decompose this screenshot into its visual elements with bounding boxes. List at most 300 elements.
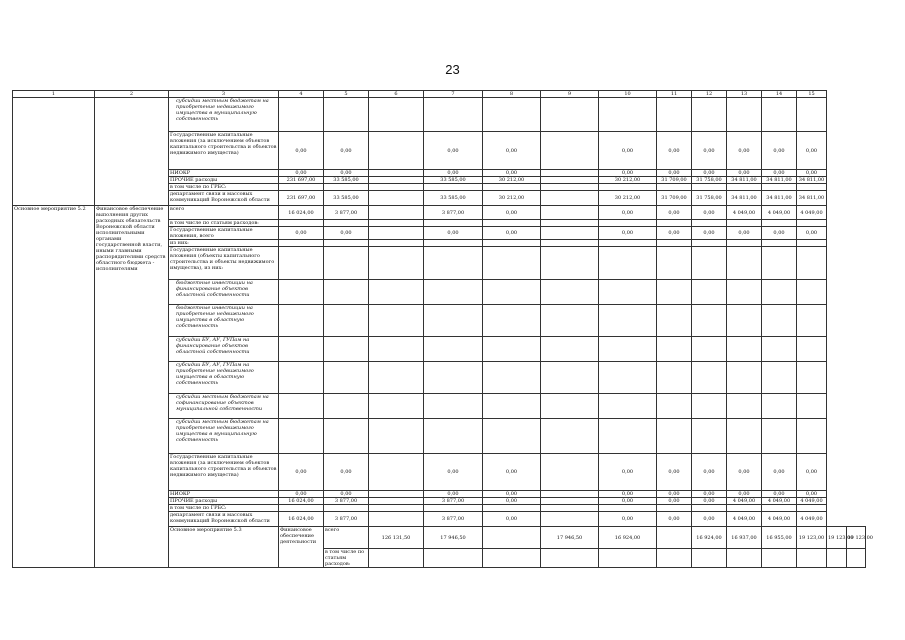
column-number-15: 15 xyxy=(797,91,827,98)
value-cell-col-10 xyxy=(599,337,657,362)
value-cell-col-15: 0,00 xyxy=(797,170,827,177)
value-cell-col-12: 0,00 xyxy=(692,512,727,527)
value-cell-col-8 xyxy=(483,220,541,227)
value-cell-col-14 xyxy=(762,362,797,394)
column-number-14: 14 xyxy=(762,91,797,98)
value-cell-col-11: 0,00 xyxy=(657,491,692,498)
column-number-12: 12 xyxy=(692,91,727,98)
value-cell-col-15 xyxy=(797,280,827,305)
value-cell-col-14 xyxy=(762,305,797,337)
value-cell-col-8: 0,00 xyxy=(483,512,541,527)
value-cell-col-14: 0,00 xyxy=(762,454,797,491)
value-cell-col-7 xyxy=(424,240,483,247)
value-cell-col-14 xyxy=(762,337,797,362)
value-cell-col-14 xyxy=(762,184,797,191)
column-number-header-row xyxy=(13,91,866,98)
value-cell-col-13 xyxy=(727,247,762,280)
value-cell-col-9 xyxy=(541,132,599,170)
value-cell-col-15 xyxy=(797,240,827,247)
value-cell-col-4 xyxy=(279,247,324,280)
value-cell-col-8: 0,00 xyxy=(483,206,541,220)
value-cell-col-10 xyxy=(599,280,657,305)
value-cell-col-13 xyxy=(727,184,762,191)
value-cell-col-13: 34 811,00 xyxy=(727,191,762,206)
value-cell-col-7 xyxy=(424,505,483,512)
measure-name-cell: Основное мероприятие 5.2 xyxy=(13,206,95,568)
value-cell-col-9 xyxy=(541,184,599,191)
value-cell-col-15 xyxy=(797,337,827,362)
value-cell-col-15: 0,00 xyxy=(797,454,827,491)
value-cell-col-10 xyxy=(599,305,657,337)
value-cell-col-9 xyxy=(541,512,599,527)
value-cell-col-13: 19 123,00 xyxy=(797,527,827,549)
budget-table-container xyxy=(12,90,873,568)
value-cell-col-4: 16 024,00 xyxy=(279,206,324,220)
value-cell-col-8 xyxy=(483,98,541,132)
column-number-4: 4 xyxy=(279,91,324,98)
value-cell-col-9 xyxy=(541,98,599,132)
expense-item-label: субсидии местным бюджетам на софинансирование объектов муниципальной собственности xyxy=(169,394,279,419)
value-cell-col-7 xyxy=(424,337,483,362)
value-cell-col-12: 0,00 xyxy=(692,498,727,505)
value-cell-col-15: 34 811,00 xyxy=(797,191,827,206)
value-cell-col-12 xyxy=(692,98,727,132)
measure-name-cell: Основное мероприятие 5.3 xyxy=(169,527,279,568)
value-cell-col-13 xyxy=(727,394,762,419)
value-cell-col-14 xyxy=(762,394,797,419)
value-cell-col-13: 0,00 xyxy=(727,454,762,491)
expense-item-label: бюджетные инвестиции на приобретение недвижимого имущества в областную собственность xyxy=(169,305,279,337)
column-number-3: 3 xyxy=(169,91,279,98)
value-cell-col-8: 30 212,00 xyxy=(483,191,541,206)
value-cell-col-5: 3 877,00 xyxy=(324,512,369,527)
value-cell-col-12 xyxy=(692,280,727,305)
value-cell-col-4 xyxy=(279,240,324,247)
expense-item-label: в том числе по статьям расходов: xyxy=(169,220,279,227)
value-cell-col-9 xyxy=(657,549,692,568)
expense-item-label: субсидии местным бюджетам на приобретение недвижимого имущества в муниципальную собственность xyxy=(169,419,279,454)
value-cell-col-10: 0,00 xyxy=(599,206,657,220)
value-cell-col-14: 0,00 xyxy=(762,170,797,177)
value-cell-col-13: 0,00 xyxy=(727,491,762,498)
value-cell-col-8: 0,00 xyxy=(483,454,541,491)
value-cell-col-12: 0,00 xyxy=(692,206,727,220)
value-cell-col-13 xyxy=(727,98,762,132)
page-number: 23 xyxy=(445,62,460,77)
value-cell-col-15: 34 811,00 xyxy=(797,177,827,184)
value-cell-col-5: 3 877,00 xyxy=(324,498,369,505)
value-cell-col-9 xyxy=(541,280,599,305)
value-cell-col-8 xyxy=(483,305,541,337)
value-cell-col-12: 0,00 xyxy=(692,491,727,498)
budget-table xyxy=(12,90,873,568)
value-cell-col-4 xyxy=(279,337,324,362)
value-cell-col-4: 16 024,00 xyxy=(279,498,324,505)
value-cell-col-13 xyxy=(727,505,762,512)
value-cell-col-7 xyxy=(424,98,483,132)
value-cell-col-10: 16 924,00 xyxy=(692,527,727,549)
value-cell-col-14: 4 049,00 xyxy=(762,206,797,220)
value-cell-col-4: 231 697,00 xyxy=(279,177,324,184)
value-cell-col-8: 0,00 xyxy=(483,170,541,177)
value-cell-col-14 xyxy=(762,280,797,305)
value-cell-col-7: 17 946,50 xyxy=(541,527,599,549)
value-cell-col-12 xyxy=(692,505,727,512)
value-cell-col-10 xyxy=(692,549,727,568)
value-cell-col-11 xyxy=(657,337,692,362)
value-cell-col-6 xyxy=(369,362,424,394)
value-cell-col-12: 0,00 xyxy=(692,132,727,170)
value-cell-col-12 xyxy=(692,394,727,419)
value-cell-col-8 xyxy=(483,240,541,247)
value-cell-col-13 xyxy=(727,305,762,337)
value-cell-col-7 xyxy=(424,220,483,227)
value-cell-col-11 xyxy=(657,220,692,227)
value-cell-col-9 xyxy=(541,394,599,419)
value-cell-col-13 xyxy=(727,280,762,305)
value-cell-col-10 xyxy=(599,247,657,280)
value-cell-col-11 xyxy=(657,98,692,132)
value-cell-col-5: 33 585,00 xyxy=(324,191,369,206)
value-cell-col-12: 0,00 xyxy=(692,227,727,240)
value-cell-col-14 xyxy=(762,419,797,454)
value-cell-col-4 xyxy=(279,394,324,419)
value-cell-col-11 xyxy=(657,505,692,512)
value-cell-col-7 xyxy=(424,305,483,337)
value-cell-col-10 xyxy=(599,184,657,191)
value-cell-col-6 xyxy=(369,505,424,512)
value-cell-col-11 xyxy=(657,362,692,394)
expense-item-label: в том числе по статьям расходов: xyxy=(324,549,369,568)
value-cell-col-9 xyxy=(541,177,599,184)
value-cell-col-10: 0,00 xyxy=(599,227,657,240)
value-cell-col-12 xyxy=(692,305,727,337)
value-cell-col-10: 0,00 xyxy=(599,132,657,170)
value-cell-col-11 xyxy=(657,394,692,419)
expense-item-label: в том числе по ГРБС: xyxy=(169,505,279,512)
value-cell-col-6 xyxy=(369,498,424,505)
expense-item-label: бюджетные инвестиции на финансирование объектов областной собственности xyxy=(169,280,279,305)
value-cell-col-13 xyxy=(727,240,762,247)
column-number-10: 10 xyxy=(599,91,657,98)
value-cell-col-6 xyxy=(369,184,424,191)
column-number-11: 11 xyxy=(657,91,692,98)
value-cell-col-6 xyxy=(369,454,424,491)
value-cell-col-11: 31 709,00 xyxy=(657,177,692,184)
value-cell-col-15 xyxy=(797,362,827,394)
value-cell-col-15: 4 049,00 xyxy=(797,206,827,220)
value-cell-col-7 xyxy=(424,419,483,454)
value-cell-col-4 xyxy=(279,419,324,454)
value-cell-col-4 xyxy=(369,549,424,568)
value-cell-col-5: 0,00 xyxy=(324,170,369,177)
value-cell-col-13: 4 049,00 xyxy=(727,498,762,505)
value-cell-col-5: 0,00 xyxy=(324,132,369,170)
value-cell-col-14: 0,00 xyxy=(762,132,797,170)
value-cell-col-5 xyxy=(324,280,369,305)
value-cell-col-12: 0,00 xyxy=(692,170,727,177)
value-cell-col-15 xyxy=(797,305,827,337)
value-cell-col-8: 0,00 xyxy=(483,498,541,505)
value-cell-col-11: 16 937,00 xyxy=(727,527,762,549)
value-cell-col-6 xyxy=(369,132,424,170)
expense-item-label: из них: xyxy=(169,240,279,247)
value-cell-col-5 xyxy=(324,305,369,337)
value-cell-col-8: 0,00 xyxy=(483,132,541,170)
value-cell-col-14: 4 049,00 xyxy=(762,498,797,505)
expense-item-label: всего xyxy=(324,527,369,549)
value-cell-col-8 xyxy=(483,362,541,394)
value-cell-col-10: 30 212,00 xyxy=(599,177,657,184)
value-cell-col-15: 0,00 xyxy=(797,132,827,170)
value-cell-col-5: 3 877,00 xyxy=(324,206,369,220)
value-cell-col-6 xyxy=(483,549,541,568)
value-cell-col-7 xyxy=(424,362,483,394)
value-cell-col-13 xyxy=(727,337,762,362)
value-cell-col-11: 0,00 xyxy=(657,512,692,527)
value-cell-col-10 xyxy=(599,362,657,394)
value-cell-col-6 xyxy=(369,512,424,527)
value-cell-col-14 xyxy=(762,505,797,512)
value-cell-col-12 xyxy=(692,247,727,280)
value-cell-col-7: 0,00 xyxy=(424,227,483,240)
value-cell-col-10: 0,00 xyxy=(599,512,657,527)
value-cell-col-13: 0,00 xyxy=(727,132,762,170)
value-cell-col-7: 3 877,00 xyxy=(424,206,483,220)
value-cell-col-8: 0,00 xyxy=(483,491,541,498)
column-number-5: 5 xyxy=(324,91,369,98)
value-cell-col-8 xyxy=(483,419,541,454)
value-cell-col-9 xyxy=(541,362,599,394)
value-cell-col-6 xyxy=(369,491,424,498)
value-cell-col-9 xyxy=(541,240,599,247)
expense-item-label: Государственные капитальные вложения (за исключением объектов капитального строительства и объектов недвижимого имущества) xyxy=(169,454,279,491)
value-cell-col-11 xyxy=(657,240,692,247)
value-cell-col-7: 3 877,00 xyxy=(424,512,483,527)
value-cell-col-4 xyxy=(279,98,324,132)
value-cell-col-4: 231 697,00 xyxy=(279,191,324,206)
value-cell-col-13 xyxy=(727,419,762,454)
expense-item-label: ПРОЧИЕ расходы xyxy=(169,498,279,505)
value-cell-col-15 xyxy=(797,505,827,512)
value-cell-col-13: 0,00 xyxy=(727,170,762,177)
value-cell-col-14: 4 049,00 xyxy=(762,512,797,527)
value-cell-col-7: 0,00 xyxy=(424,170,483,177)
value-cell-col-15: 4 049,00 xyxy=(797,498,827,505)
value-cell-col-12 xyxy=(762,549,797,568)
value-cell-col-14 xyxy=(762,98,797,132)
value-cell-col-9 xyxy=(541,419,599,454)
value-cell-col-14 xyxy=(762,220,797,227)
value-cell-col-15: 0,00 xyxy=(797,491,827,498)
value-cell-col-10 xyxy=(599,220,657,227)
value-cell-col-10: 0,00 xyxy=(599,454,657,491)
expense-item-label: Государственные капитальные вложения, всего xyxy=(169,227,279,240)
value-cell-col-4: 0,00 xyxy=(279,227,324,240)
value-cell-col-14: 0,00 xyxy=(762,227,797,240)
value-cell-col-11 xyxy=(657,305,692,337)
value-cell-col-7 xyxy=(424,247,483,280)
value-cell-col-8 xyxy=(483,247,541,280)
value-cell-col-13: 4 049,00 xyxy=(727,512,762,527)
value-cell-col-10 xyxy=(599,394,657,419)
value-cell-col-11: 0,00 xyxy=(657,132,692,170)
column-number-13: 13 xyxy=(727,91,762,98)
value-cell-col-6 xyxy=(483,527,541,549)
column-number-2: 2 xyxy=(95,91,169,98)
column-number-6: 6 xyxy=(369,91,424,98)
value-cell-col-8: 0,00 xyxy=(483,227,541,240)
value-cell-col-14: 0,00 xyxy=(762,491,797,498)
value-cell-col-11: 0,00 xyxy=(657,170,692,177)
measure-description-cell-empty xyxy=(95,98,169,206)
value-cell-col-5 xyxy=(324,247,369,280)
value-cell-col-15 xyxy=(797,98,827,132)
value-cell-col-10 xyxy=(599,240,657,247)
value-cell-col-9 xyxy=(541,305,599,337)
value-cell-col-6 xyxy=(369,191,424,206)
value-cell-col-9 xyxy=(541,454,599,491)
value-cell-col-10 xyxy=(599,505,657,512)
value-cell-col-11 xyxy=(727,549,762,568)
value-cell-col-14 xyxy=(827,549,847,568)
measure-description-cell: Финансовое обеспечение деятельности xyxy=(279,527,324,568)
value-cell-col-5 xyxy=(324,337,369,362)
expense-item-label: всего xyxy=(169,206,279,220)
value-cell-col-14: 34 811,00 xyxy=(762,177,797,184)
value-cell-col-6 xyxy=(369,170,424,177)
value-cell-col-8: 30 212,00 xyxy=(483,177,541,184)
table-row xyxy=(13,206,866,220)
value-cell-col-5 xyxy=(324,394,369,419)
value-cell-col-15: 19 123,00 xyxy=(846,527,866,549)
value-cell-col-6 xyxy=(369,280,424,305)
value-cell-col-15 xyxy=(797,247,827,280)
value-cell-col-12 xyxy=(692,220,727,227)
value-cell-col-8 xyxy=(483,184,541,191)
value-cell-col-12 xyxy=(692,362,727,394)
value-cell-col-6 xyxy=(369,337,424,362)
value-cell-col-5 xyxy=(424,549,483,568)
value-cell-col-11: 0,00 xyxy=(657,454,692,491)
value-cell-col-11: 0,00 xyxy=(657,498,692,505)
value-cell-col-6 xyxy=(369,98,424,132)
value-cell-col-11 xyxy=(657,247,692,280)
value-cell-col-5 xyxy=(324,98,369,132)
value-cell-col-15 xyxy=(797,419,827,454)
value-cell-col-7: 33 585,00 xyxy=(424,191,483,206)
expense-item-label: НИОКР xyxy=(169,170,279,177)
value-cell-col-9 xyxy=(541,191,599,206)
value-cell-col-4: 16 024,00 xyxy=(279,512,324,527)
table-row xyxy=(13,98,866,132)
value-cell-col-11 xyxy=(657,280,692,305)
value-cell-col-14 xyxy=(762,247,797,280)
column-number-8: 8 xyxy=(483,91,541,98)
value-cell-col-4 xyxy=(279,305,324,337)
value-cell-col-8 xyxy=(483,505,541,512)
value-cell-col-4: 0,00 xyxy=(279,491,324,498)
value-cell-col-8: 16 924,00 xyxy=(599,527,657,549)
value-cell-col-6 xyxy=(369,419,424,454)
value-cell-col-7 xyxy=(424,184,483,191)
expense-item-label: НИОКР xyxy=(169,491,279,498)
value-cell-col-14 xyxy=(762,240,797,247)
value-cell-col-10 xyxy=(599,419,657,454)
expense-item-label: департамент связи и массовых коммуникаций Воронежской области xyxy=(169,191,279,206)
value-cell-col-7: 0,00 xyxy=(424,454,483,491)
value-cell-col-6 xyxy=(369,206,424,220)
value-cell-col-8 xyxy=(483,337,541,362)
value-cell-col-9 xyxy=(541,247,599,280)
value-cell-col-6 xyxy=(369,227,424,240)
value-cell-col-9 xyxy=(657,527,692,549)
expense-item-label: Государственные капитальные вложения (объекты капитального строительства и объекты недвижимого имущества), из них: xyxy=(169,247,279,280)
value-cell-col-5 xyxy=(324,220,369,227)
value-cell-col-15: 4 049,00 xyxy=(797,512,827,527)
value-cell-col-4: 0,00 xyxy=(279,454,324,491)
value-cell-col-15 xyxy=(797,220,827,227)
value-cell-col-6 xyxy=(369,220,424,227)
value-cell-col-8 xyxy=(483,394,541,419)
value-cell-col-5 xyxy=(324,505,369,512)
value-cell-col-15 xyxy=(797,184,827,191)
value-cell-col-15: 0,00 xyxy=(797,227,827,240)
expense-item-label: субсидии БУ, АУ, ГУПам на приобретение недвижимого имущества в областную собственность xyxy=(169,362,279,394)
value-cell-col-4: 0,00 xyxy=(279,132,324,170)
value-cell-col-11: 0,00 xyxy=(657,206,692,220)
value-cell-col-10: 0,00 xyxy=(599,498,657,505)
expense-item-label: Государственные капитальные вложения (за исключением объектов капитального строительства и объектов недвижимого имущества) xyxy=(169,132,279,170)
value-cell-col-5 xyxy=(324,240,369,247)
value-cell-col-12: 16 955,00 xyxy=(762,527,797,549)
value-cell-col-9 xyxy=(541,220,599,227)
value-cell-col-12: 31 758,00 xyxy=(692,177,727,184)
value-cell-col-12: 31 758,00 xyxy=(692,191,727,206)
column-number-9: 9 xyxy=(541,91,599,98)
value-cell-col-12: 0,00 xyxy=(692,454,727,491)
expense-item-label: субсидии БУ, АУ, ГУПам на финансирование объектов областной собственности xyxy=(169,337,279,362)
value-cell-col-4 xyxy=(279,220,324,227)
value-cell-col-10: 0,00 xyxy=(599,491,657,498)
value-cell-col-13: 34 811,00 xyxy=(727,177,762,184)
value-cell-col-10: 0,00 xyxy=(599,170,657,177)
value-cell-col-5 xyxy=(324,419,369,454)
value-cell-col-7: 33 585,00 xyxy=(424,177,483,184)
value-cell-col-15 xyxy=(797,394,827,419)
value-cell-col-5 xyxy=(324,362,369,394)
value-cell-col-4 xyxy=(279,505,324,512)
column-number-1: 1 xyxy=(13,91,95,98)
value-cell-col-9 xyxy=(541,206,599,220)
value-cell-col-6 xyxy=(369,240,424,247)
value-cell-col-10 xyxy=(599,98,657,132)
value-cell-col-5 xyxy=(324,184,369,191)
value-cell-col-12 xyxy=(692,337,727,362)
value-cell-col-7 xyxy=(424,394,483,419)
value-cell-col-11 xyxy=(657,419,692,454)
value-cell-col-13 xyxy=(727,220,762,227)
value-cell-col-6 xyxy=(369,305,424,337)
value-cell-col-8 xyxy=(599,549,657,568)
value-cell-col-5: 17 946,50 xyxy=(424,527,483,549)
expense-item-label: ПРОЧИЕ расходы xyxy=(169,177,279,184)
measure-cell-empty xyxy=(13,98,95,206)
column-number-7: 7 xyxy=(424,91,483,98)
value-cell-col-4: 0,00 xyxy=(279,170,324,177)
value-cell-col-9 xyxy=(541,337,599,362)
value-cell-col-8 xyxy=(483,280,541,305)
